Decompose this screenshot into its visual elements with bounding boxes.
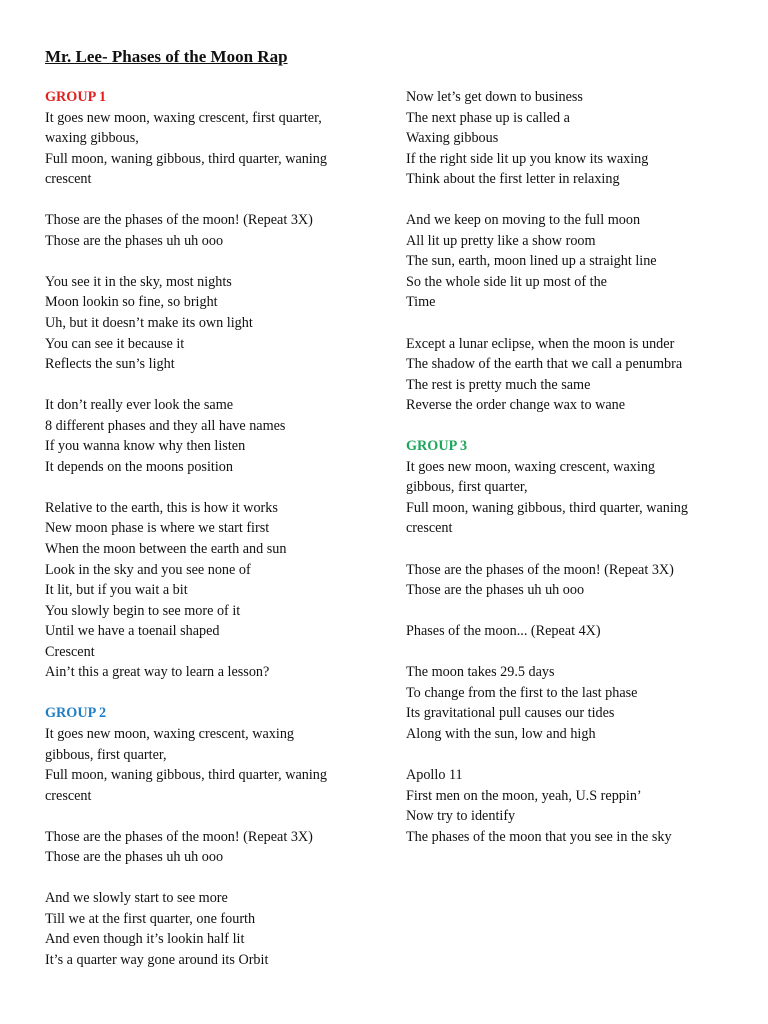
lyric-line: And we slowly start to see more	[45, 890, 228, 907]
lyric-line: You slowly begin to see more of it	[45, 602, 241, 619]
lyric-line: Those are the phases uh uh ooo	[406, 582, 585, 599]
lyric-line: Those are the phases uh uh ooo	[45, 849, 224, 866]
stanza-break	[406, 416, 736, 437]
left-column	[45, 87, 375, 971]
lyric-line: It depends on the moons position	[45, 458, 233, 475]
stanza-break	[406, 745, 736, 766]
lyric-line: Moon lookin so fine, so bright	[45, 294, 218, 311]
lyric-line: Its gravitational pull causes our tides	[406, 705, 615, 722]
lyric-line: Reflects the sun’s light	[45, 356, 175, 373]
lyric-line: Think about the first letter in relaxing	[406, 171, 620, 188]
stanza-break	[45, 190, 375, 211]
lyric-line: The shadow of the earth that we call a penumbra	[406, 356, 683, 373]
lyric-line: Time	[406, 294, 436, 311]
lyric-line: 8 different phases and they all have names	[45, 417, 286, 434]
lyric-line: waxing gibbous,	[45, 130, 139, 147]
page-title: Mr. Lee- Phases of the Moon Rap	[45, 47, 288, 66]
lyric-line: Uh, but it doesn’t make its own light	[45, 315, 253, 332]
lyric-line: First men on the moon, yeah, U.S reppin’	[406, 787, 642, 804]
lyric-line: Those are the phases of the moon! (Repeat 3X)	[406, 561, 674, 578]
stanza-break	[45, 868, 375, 889]
lyric-line: Phases of the moon... (Repeat 4X)	[406, 623, 601, 640]
lyric-line: All lit up pretty like a show room	[406, 232, 596, 249]
lyric-line: Crescent	[45, 643, 95, 660]
lyric-line: Relative to the earth, this is how it works	[45, 499, 278, 516]
lyric-line: Along with the sun, low and high	[406, 725, 596, 742]
stanza-break	[45, 683, 375, 704]
lyric-line: Now try to identify	[406, 808, 516, 825]
lyric-line: Reverse the order change wax to wane	[406, 397, 626, 414]
lyric-line: Waxing gibbous	[406, 130, 499, 147]
lyric-line: The moon takes 29.5 days	[406, 664, 555, 681]
lyric-line: It lit, but if you wait a bit	[45, 582, 188, 599]
lyric-line: The sun, earth, moon lined up a straight line	[406, 253, 657, 270]
lyric-line: You can see it because it	[45, 335, 185, 352]
lyric-line: New moon phase is where we start first	[45, 520, 270, 537]
lyric-line: To change from the first to the last phase	[406, 684, 638, 701]
stanza-break	[406, 313, 736, 334]
lyric-line: Those are the phases of the moon! (Repeat 3X)	[45, 828, 313, 845]
lyric-line: And we keep on moving to the full moon	[406, 212, 641, 229]
lyric-line: It don’t really ever look the same	[45, 397, 234, 414]
lyric-line: If the right side lit up you know its waxing	[406, 150, 649, 167]
group-heading: GROUP 2	[45, 705, 107, 722]
lyric-line: The phases of the moon that you see in the sky	[406, 828, 672, 845]
right-column	[406, 87, 736, 847]
stanza-break	[45, 477, 375, 498]
lyric-line: If you wanna know why then listen	[45, 438, 246, 455]
stanza-break	[406, 642, 736, 663]
stanza-break	[406, 601, 736, 622]
lyric-line: Now let’s get down to business	[406, 89, 583, 105]
lyric-line: Full moon, waning gibbous, third quarter, waning	[45, 150, 327, 167]
lyric-line: crescent	[45, 171, 92, 188]
lyric-line: Ain’t this a great way to learn a lesson?	[45, 664, 270, 681]
lyric-line: Those are the phases uh uh ooo	[45, 232, 224, 249]
lyric-line: Full moon, waning gibbous, third quarter, waning	[45, 767, 327, 784]
lyric-line: Till we at the first quarter, one fourth	[45, 910, 256, 927]
lyric-line: gibbous, first quarter,	[45, 746, 167, 763]
lyric-line: crescent	[406, 520, 453, 537]
lyric-line: Apollo 11	[406, 767, 463, 784]
lyric-line: gibbous, first quarter,	[406, 479, 528, 496]
lyric-line: Those are the phases of the moon! (Repeat 3X)	[45, 212, 313, 229]
lyric-line: The next phase up is called a	[406, 109, 570, 126]
stanza-break	[45, 251, 375, 272]
lyric-line: crescent	[45, 787, 92, 804]
lyric-line: Full moon, waning gibbous, third quarter, waning	[406, 499, 688, 516]
lyric-line: It’s a quarter way gone around its Orbit	[45, 951, 269, 968]
lyric-line: So the whole side lit up most of the	[406, 273, 607, 290]
stanza-break	[45, 375, 375, 396]
stanza-break	[406, 539, 736, 560]
lyric-line: It goes new moon, waxing crescent, waxing	[406, 458, 656, 475]
lyric-line: When the moon between the earth and sun	[45, 541, 287, 558]
lyric-line: Until we have a toenail shaped	[45, 623, 220, 640]
stanza-break	[45, 806, 375, 827]
lyric-line: It goes new moon, waxing crescent, first quarter,	[45, 109, 322, 126]
lyric-line: Look in the sky and you see none of	[45, 561, 251, 578]
stanza-break	[406, 190, 736, 211]
group-heading: GROUP 3	[406, 438, 468, 455]
lyric-line: Except a lunar eclipse, when the moon is under	[406, 335, 675, 352]
lyric-line: It goes new moon, waxing crescent, waxing	[45, 725, 295, 742]
group-heading: GROUP 1	[45, 89, 107, 105]
lyric-line: You see it in the sky, most nights	[45, 273, 232, 290]
lyric-line: The rest is pretty much the same	[406, 376, 591, 393]
lyric-line: And even though it’s lookin half lit	[45, 931, 245, 948]
